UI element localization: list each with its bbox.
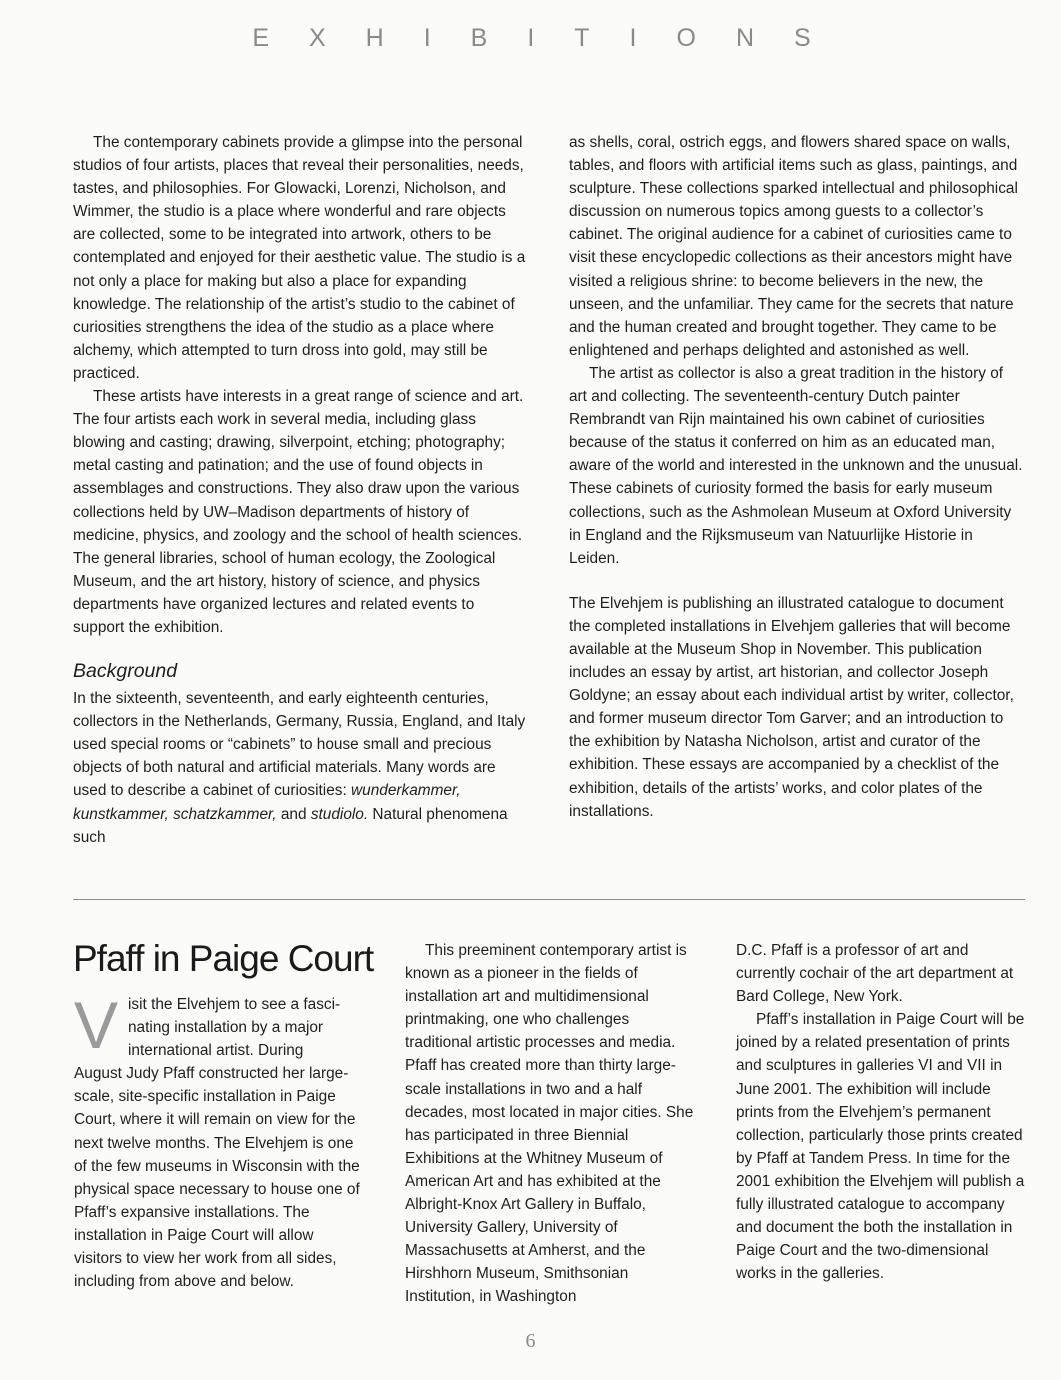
- paragraph: The contemporary cabinets provide a glimpse into the personal studios of four artists, places that reveal their personalities, needs, tastes, and philosophies. For Glowacki, Lorenzi, Nicholson, and Wimmer, the studio is a place where wonderful and rare objects are collected, some to be integrated into artwork, others to be contemplated and enjoyed for their aesthetic value. The studio is a not only a place for making but also a place for expanding knowledge. The relationship of the artist’s studio to the cabinet of curiosities strengthens the idea of the studio as a place where alchemy, which attempted to turn dross into gold, may still be practiced.: [73, 134, 526, 382]
- right-column: [569, 131, 1025, 823]
- paragraph: The artist as collector is also a great tradition in the history of art and collecting. The seventeenth-century Dutch painter Rembrandt van Rijn maintained his own cabinet of curiosities because of the status it conferred on him as an educated man, aware of the world and interested in the unknown and the unusual. These cabinets of curiosity formed the basis for early museum collections, such as the Ashmolean Museum at Oxford University in England and the Rijksmuseum van Natuurlijke Historie in Leiden.: [569, 364, 1023, 567]
- text-line: international artist. During: [128, 1042, 304, 1060]
- conjunction: and: [280, 805, 307, 823]
- paragraph: [73, 687, 529, 849]
- text-line: nating installation by a major: [128, 1019, 324, 1037]
- paragraph: This preeminent contemporary artist is known as a pioneer in the fields of installation art and multidimensional printmaking, one who challenges traditional artistic processes and media. Pfaff has created more than thirty large-scale installations in two and a half decades, most located in major cities. She has participated in three Biennial Exhibitions at the Whitney Museum of American Art and has exhibited at the Albright-Knox Art Gallery in Buffalo, University Gallery, University of Massachusetts at Amherst, and the Hirshhorn Museum, Smithsonian Institution, in Washington: [405, 942, 694, 1306]
- text-line: isit the Elvehjem to see a fasci-: [128, 996, 341, 1013]
- left-column: [73, 131, 529, 849]
- section-header: EXHIBITIONS: [252, 24, 851, 52]
- article-title: Pfaff in Paige Court: [73, 938, 374, 979]
- dropcap-block: [74, 988, 364, 1062]
- pfaff-column-1: [74, 988, 364, 1293]
- paragraph: These artists have interests in a great range of science and art. The four artists each work in several media, including glass blowing and casting; drawing, silverpoint, etching; photography; metal casting and patination; and the use of found objects in assemblages and constructions. They also draw upon the various collections held by UW–Madison departments of history of medicine, physics, and zoology and the school of health sciences. The general libraries, school of human ecology, the Zoological Museum, and the art history, history of science, and physics departments have organized lectures and related events to support the exhibition.: [73, 388, 524, 636]
- italic-term: studiolo.: [310, 805, 369, 823]
- paragraph: D.C. Pfaff is a professor of art and currently cochair of the art department at Bard College, New York.: [736, 942, 1014, 1006]
- paragraph-text: In the sixteenth, seventeenth, and early eighteenth centuries, collectors in the Netherlands, Germany, Russia, England, and Italy used special rooms or “cabinets” to house small and precious objects of both natural and artificial materials. Many words are used to describe a cabinet of curiosities:: [73, 690, 526, 800]
- paragraph: as shells, coral, ostrich eggs, and flowers shared space on walls, tables, and floors with artificial items such as glass, paintings, and sculpture. These collections sparked intellectual and philosophical discussion on numerous topics among guests to a collector’s cabinet. The original audience for a cabinet of curiosities came to visit these encyclopedic collections as their ancestors might have visited a religious shrine: to become believers in the new, the unseen, and the unfamiliar. They came for the secrets that nature and the human created and brought together. They came to be enlightened and perhaps delighted and astonished as well.: [569, 134, 1018, 359]
- pfaff-column-2: [405, 939, 695, 1309]
- dropcap-letter: V: [74, 988, 119, 1062]
- paragraph: The Elvehjem is publishing an illustrated catalogue to document the completed installations in Elvehjem galleries that will become available at the Museum Shop in November. This publication includes an essay by artist, art historian, and collector Joseph Goldyne; an essay about each individual artist by writer, collector, and former museum director Tom Garver; and an introduction to the exhibition by Natasha Nicholson, artist and curator of the exhibition. These essays are accompanied by a checklist of the exhibition, details of the artists’ works, and color plates of the installations.: [569, 594, 1014, 820]
- paragraph: August Judy Pfaff constructed her large-scale, site-specific installation in Paige Court, where it will remain on view for the next twelve months. The Elvehjem is one of the few museums in Wisconsin with the physical space necessary to house one of Pfaff’s expansive installations. The installation in Paige Court will allow visitors to view her work from all sides, including from above and below.: [74, 1065, 360, 1291]
- divider: [73, 899, 1025, 900]
- pfaff-column-3: [736, 939, 1026, 1285]
- paragraph: Pfaff’s installation in Paige Court will be joined by a related presentation of prints and sculptures in galleries VI and VII in June 2001. The exhibition will include prints from the Elvehjem’s permanent collection, particularly those prints created by Pfaff at Tandem Press. In time for the 2001 exhibition the Elvehjem will publish a fully illustrated catalogue to accompany and document the both the installation in Paige Court and the two-dimensional works in the galleries.: [736, 1011, 1025, 1283]
- italic-terms: wunderkammer, kunstkammer, schatzkammer,: [73, 782, 461, 823]
- page-number: 6: [525, 1330, 536, 1352]
- paragraph-text: Natural phenomena such: [73, 805, 508, 846]
- background-heading: Background: [73, 660, 178, 683]
